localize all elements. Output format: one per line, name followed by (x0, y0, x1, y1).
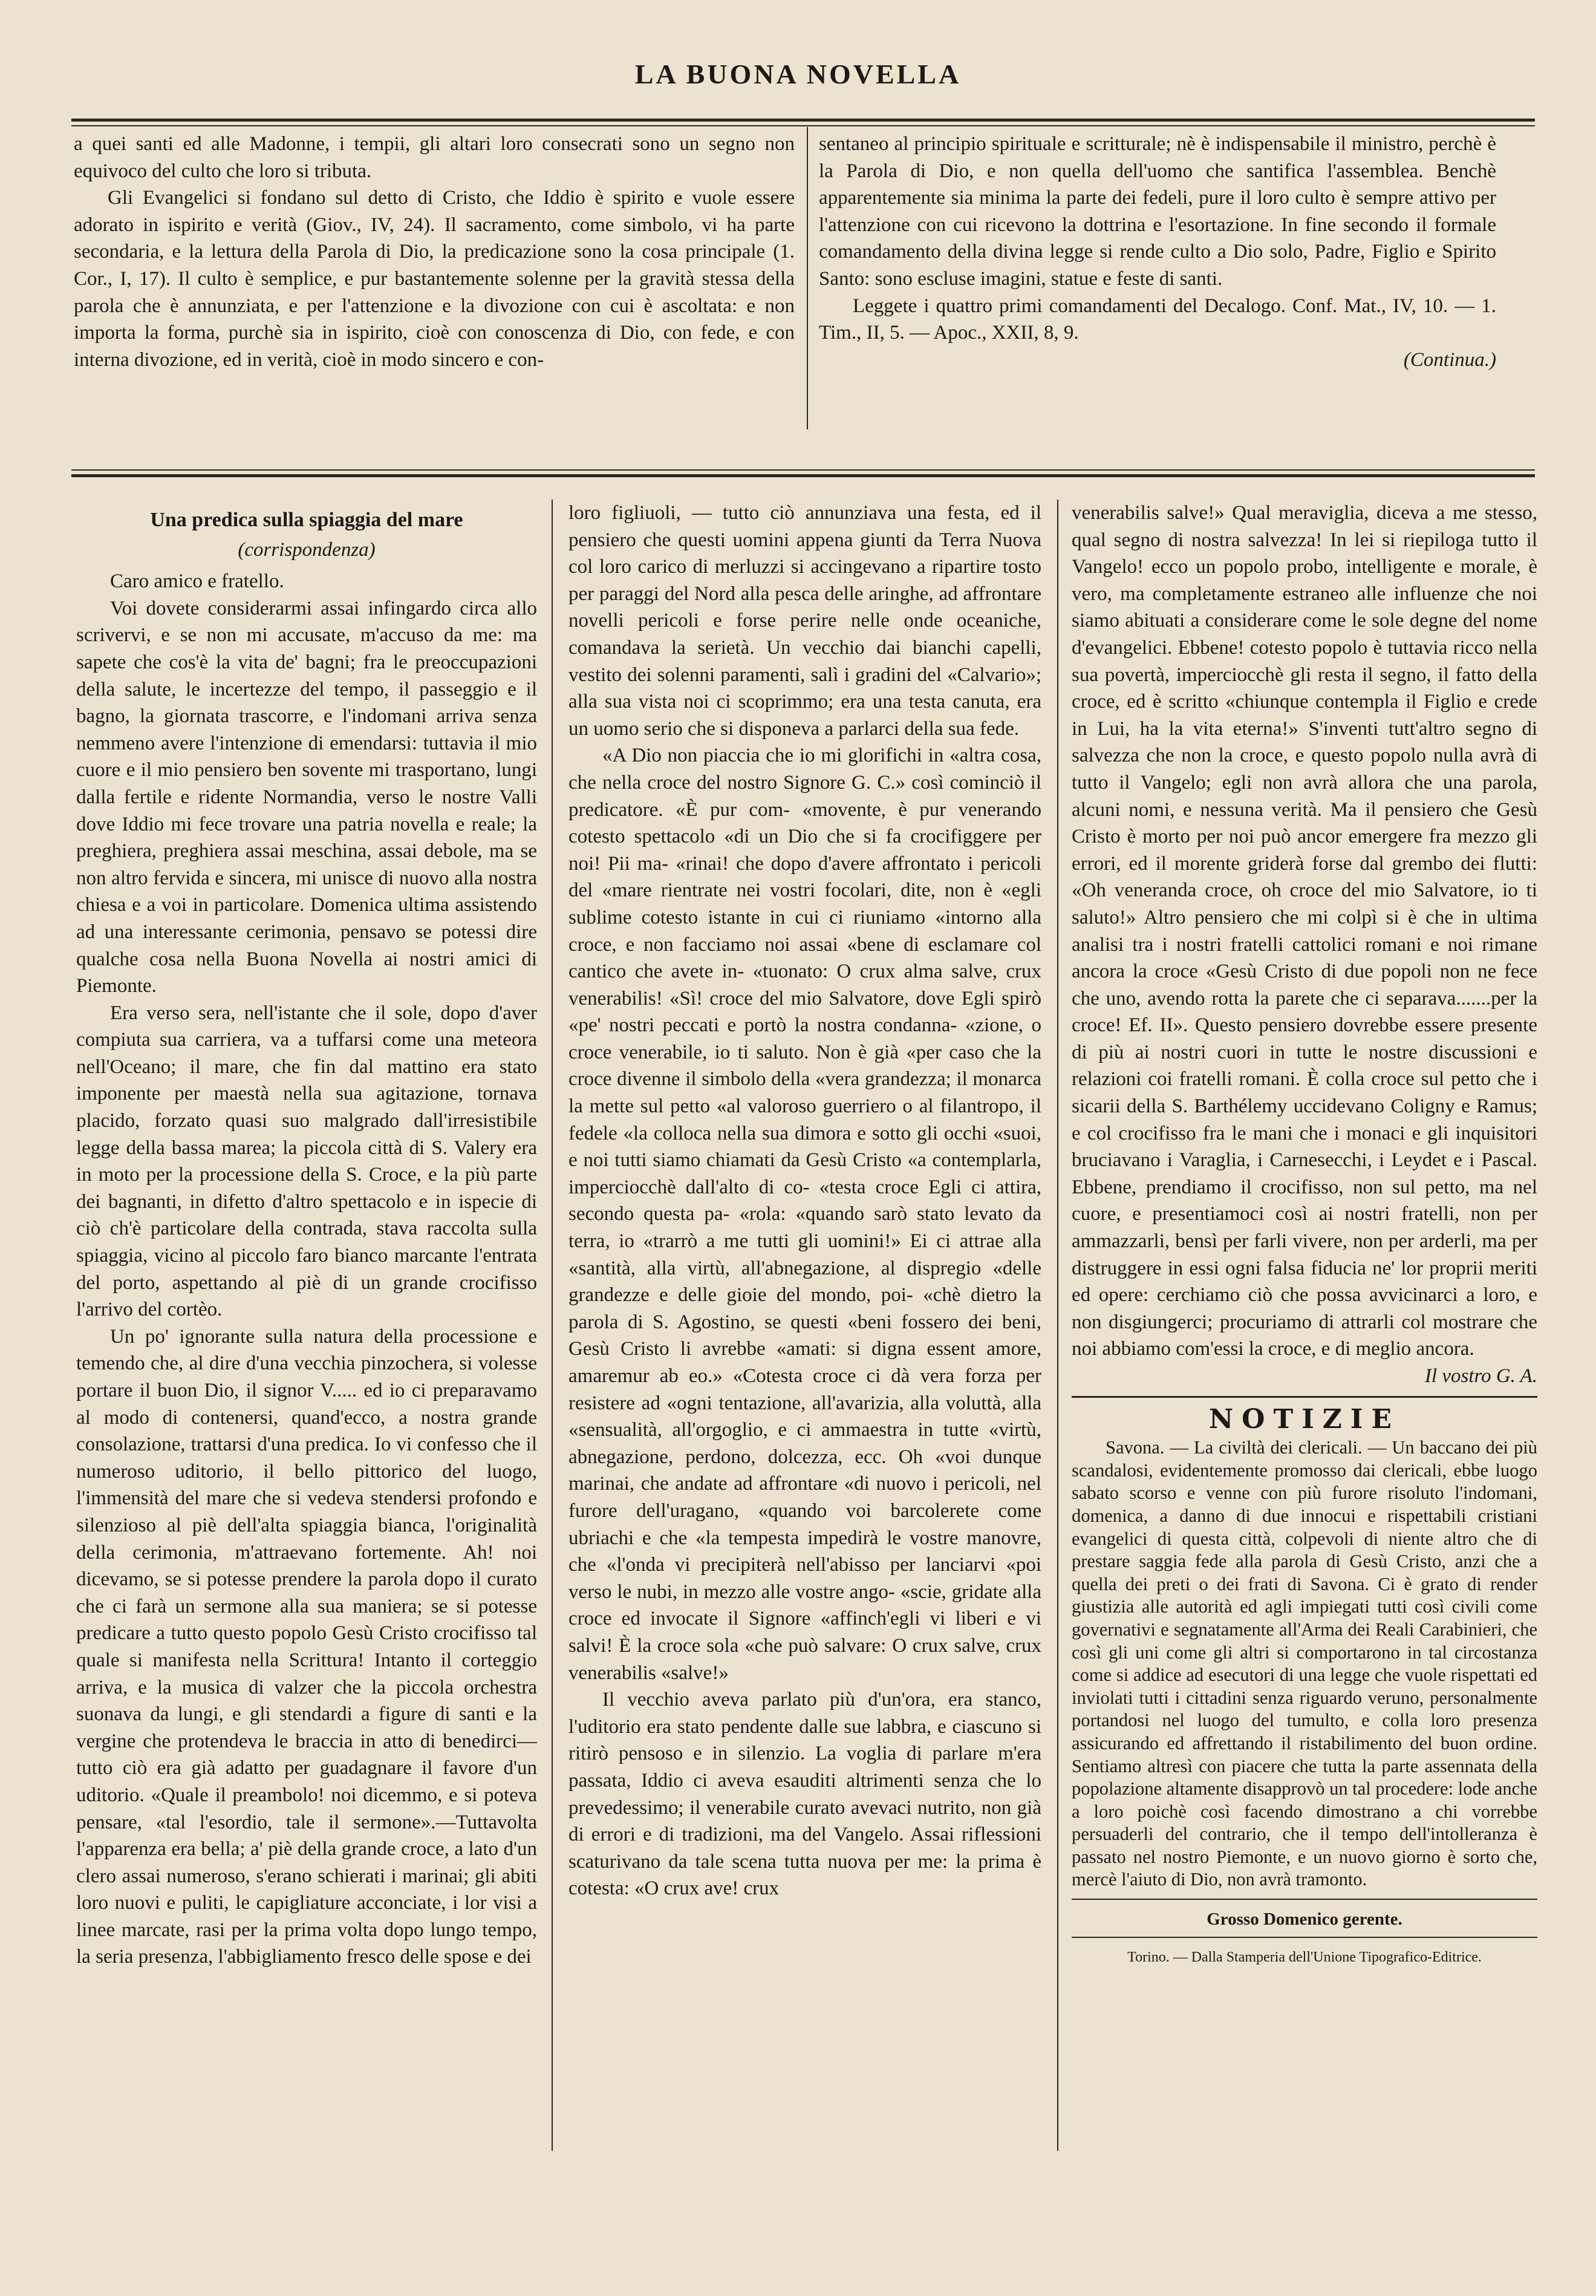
article-paragraph: loro figliuoli, — tutto ciò annunziava una festa, ed il pensiero che questi uomini appena giunti da Terra Nuova col loro carico di merluzzi si accingevano a ripartire tosto per paraggi del Nord alla pesca delle aringhe, ad affrontare novelli pericoli e forse perire nelle onde oceaniche, comandava la serietà. Un vecchio dai bianchi capelli, vestito dei solenni paramenti, salì i gradini del «Calvario»; alla sua vista noi ci scoprimmo; era una testa canuta, era un uomo serio che si disponeva a parlarci della sua fede. (568, 502, 1041, 740)
article-paragraph: Un po' ignorante sulla natura della processione e temendo che, al dire d'una vecchia pinzochera, si volesse portare il buon Dio, il signor V..... ed io ci preparavamo al modo di contenersi, quand'ecco, a nostra grande consolazione, trattarsi d'una predica. Io vi confesso che il numeroso uditorio, il bello pittorico del luogo, l'immensità del mare che si vedeva stendersi profondo e silenzioso al piè dell'alta spiaggia bianca, l'originalità della cerimonia, m'attraevano fortemente. Ah! noi dicevamo, se si potesse prendere la parola dopo il curato che ci farà un sermone alla sua maniera; se si potesse predicare a tutto questo popolo Gesù Cristo crocifisso tal quale si manifesta nella Scrittura! Intanto il corteggio arriva, e la musica di valzer che la piccola orchestra suonava da lungi, e gli stendardi a figure di santi e la vergine che protendeva le braccia in atto di benedirci—tutto ciò era già adatto per guadagnare il favore d'un uditorio. «Quale il preambolo! noi dicemmo, e si poteva pensare, «tal l'esordio, tale il sermone».—Tuttavolta l'apparenza era bella; a' piè della grande croce, a lato d'un clero assai numeroso, s'erano schierati i marinai; gli abiti loro nuovi e puliti, le capigliature acconciate, i lor visi a linee marcate, rasi per la prima volta dopo lungo tempo, la seria presenza, l'abbigliamento fresco delle spose e dei (76, 1325, 537, 1968)
article-paragraph: Era verso sera, nell'istante che il sole, dopo d'aver compiuta sua carriera, va a tuffarsi come una meteora nell'Oceano; il mare, che fin dal mattino era stato imponente per maestà nella sua agitazione, tornava placido, forzato quasi suo malgrado dall'irresistibile legge della bassa marea; la piccola città di S. Valery era in moto per la processione della S. Croce, e la più parte dei bagnanti, in difetto d'altro spettacolo e in ispecie di ciò ch'è particolare della contrada, stava raccolta sulla spiaggia, vicino al piccolo faro bianco marcante l'entrata del porto, aspettando al piè di un grande crocifisso l'arrivo del cortèo. (76, 1002, 537, 1321)
notizie-text: Savona. — La civiltà dei clericali. — Un baccano dei più scandalosi, evidentemente promosso dai clericali, ebbe luogo sabato scorso e venne con più furore risoluto l'indomani, domenica, a danno di due innocui e rispettabili cristiani evangelici di questa città, colpevoli di niente altro che di prestare saggia fede alla parola di Gesù Cristo, anzi che a quella dei preti o dei frati di Savona. Ci è grato di render giustizia alle autorità ed agli impiegati tutti così civili come governativi e segnatamente all'Arma dei Reali Carabinieri, che così gli uni come gli altri si comportarono in tal circostanza come si addice ad esecutori di una legge che vuole rispettati ed inviolati tutti i cittadini senza riguardo veruno, personalmente portandosi nel luogo del tumulto, e colla loro presenza assicurando ed affrettando il ristabilimento del buon ordine. Sentiamo altresì con piacere che tutta la parte assennata della popolazione altamente disapprovò un tal procedere: lode anche a loro poichè così facendo dimostrano a chi vorrebbe persuaderli del contrario, che il tempo dell'intolleranza è passato nel nostro Piemonte, e un nuovo giorno è sorto che, mercè l'aiuto di Dio, non avrà tramonto. (1072, 1437, 1537, 1890)
top-column-divider (807, 127, 808, 429)
column-divider-1 (552, 500, 553, 2151)
page-title: LA BUONA NOVELLA (634, 59, 962, 90)
section-rule-thin (71, 469, 1535, 471)
notizie-rule (1072, 1396, 1537, 1398)
article-paragraph: venerabilis salve!» Qual meraviglia, diceva a me stesso, qual segno di nostra salvezza! In lei si riepiloga tutto il Vangelo! ecco un popolo probo, intelligente e morale, è vero, ma completamente estraneo alle influenze che noi siamo abituati a considerare come le sole degne del nome d'evangelici. Ebbene! cotesto popolo è tuttavia ricco nella sua povertà, imperciocchè gli resta il segno, il fatto della croce, ed è scritto «chiunque contempla il Figlio e crede in Lui, ha la vita eterna!» S'inventi tutt'altro segno di salvezza che non la croce, e questo popolo nulla avrà di tutto il Vangelo; egli non avrà allora che una parola, alcuni nomi, e nessuna verità. Ma il pensiero che Gesù Cristo è morto per noi può ancor emergere fra mezzo gli errori, ed il morente griderà forse dal grembo dei flutti: «Oh veneranda croce, oh croce del mio Salvatore, io ti saluto!» Altro pensiero che mi colpì si è che in ultima analisi tra i nostri fratelli cattolici romani e noi rimane ancora la croce «Gesù Cristo di due popoli non ne fece che uno, avendo rotta la parete che ci separava.......per la croce! Ef. II». Questo pensiero dovrebbe essere presente di più ai nostri cuori in tutte le nostre discussioni e relazioni coi fratelli romani. È colla croce sul petto che i sicarii della S. Barthélemy uccidevano Coligny e Ramus; e col crocifisso fra le mani che i monaci e gli inquisitori bruciavano i Varaglia, i Carnesecchi, i Leydet e i Pascal. Ebbene, prendiamo il crocifisso, non sul petto, ma nel cuore, e presentiamoci così ai nostri fratelli, non per ammazzarli, bensì per farli vivere, non per arderli, ma per distruggere in essi ogni falsa fiducia ne' lor proprii meriti ed opere: cerchiamo ciò che possa avvicinarci a loro, e non disgiungerci; procuriamo di attrarli col mostrare che noi abbiamo com'essi la croce, e di meglio ancora. (1072, 502, 1537, 1360)
top-right-column (819, 131, 1496, 433)
imprint-gerente: Grosso Domenico gerente. (1207, 1910, 1402, 1929)
article-salutation: Caro amico e fratello. (110, 570, 284, 593)
notizie-heading: NOTIZIE (1208, 1403, 1401, 1435)
imprint-printer: Torino. — Dalla Stamperia dell'Unione Tipografico-Editrice. (1127, 1949, 1482, 1965)
article-title: Una predica sulla spiaggia del mare (150, 509, 463, 531)
article-paragraph: Il vecchio aveva parlato più d'un'ora, era stanco, l'uditorio era stato pendente dalle sue labbra, e ciascuno si ritirò pensoso e in silenzio. La voglia di parlare m'era passata, Iddio ci aveva esauditi altrimenti senza che lo prevedessimo; il venerabile curato avevaci nutrito, non già di errori e di tradizioni, ma del Vangelo. Assai riflessioni scaturivano da tale scena tutta nuova per me: la prima è cotesta: «O crux ave! crux (568, 1689, 1041, 1900)
top-right-paragraph: Leggete i quattro primi comandamenti del Decalogo. Conf. Mat., IV, 10. — 1. Tim., II, 5. — Apoc., XXII, 8, 9. (819, 295, 1496, 344)
article-signature: Il vostro G. A. (1424, 1365, 1537, 1387)
article-paragraph: «A Dio non piaccia che io mi glorifichi in «altra cosa, che nella croce del nostro Signore G. C.» così cominciò il predicatore. «È pur com- «movente, è pur venerando cotesto spettacolo «di un Dio che si fa crocifiggere per noi! Pii ma- «rinai! che dopo d'avere affrontato i pericoli del «mare rientrate nei vostri focolari, dite, non è «egli sublime cotesto istante in cui ci riuniamo «intorno alla croce, e non facciamo noi assai «bene di esclamare col cantico che avete in- «tuonato: O crux alma salve, crux venerabilis! «Sì! croce del mio Salvatore, dove Egli spirò «pe' nostri peccati e portò la nostra condanna- «zione, o croce venerabile, io ti saluto. Non è già «per caso che la croce divenne il simbolo della «vera grandezza; il monarca la mette sul petto «al valoroso guerriero o al filantropo, il fedele «la colloca nella sua dimora e sotto gli occhi «suoi, e noi tutti siamo chiamati da Gesù Cristo «a contemplarla, imperciocchè dall'alto di co- «testa croce Egli ci attira, secondo questa pa- «rola: «quando sarò stato levato da terra, io «trarrò a me tutti gli uomini!» Ei ci attrae alla «santità, alla virtù, all'abnegazione, al dispregio «delle grandezze e delle gioie del mondo, poi- «chè dietro la parola di S. Agostino, se questi «beni fossero dei beni, Gesù Cristo li avrebbe «amati: si digna essent amore, amaremur ab eo.» «Cotesta croce ci dà vera forza per resistere ad «ogni tentazione, all'avarizia, alla voluttà, alla «sensualità, all'orgoglio, e ci ammaestra in tutte «virtù, abnegazione, perdono, dolcezza, ecc. Oh «voi dunque marinai, che andate ad affrontare «di nuovo i pericoli, nel furore dell'uragano, «quando voi barcolerete come ubriachi e che «la tempesta impedirà le vostre manovre, che «l'onda vi precipiterà nell'abisso per lanciarvi «poi verso le nubi, in mezzo alle vostre ango- «scie, gridate alla croce ed invocate il Signore «affinch'egli vi liberi e vi salvi! È la croce sola «che può salvare: O crux salve, crux venerabilis «salve!» (568, 745, 1041, 1684)
top-left-paragraph: a quei santi ed alle Madonne, i tempii, gli altari loro consecrati sono un segno non equivoco del culto che loro si tributa. (74, 133, 795, 182)
article-column-1 (76, 500, 537, 2148)
column-divider-2 (1057, 500, 1058, 2151)
continua-note: (Continua.) (1403, 348, 1496, 371)
article-paragraph: Voi dovete considerarmi assai infingardo circa allo scrivervi, e se non mi accusate, m'accuso da me: ma sapete che cos'è la vita de' bagni; fra le preoccupazioni della salute, le incertezze del tempo, il passeggio e il bagno, la giornata trascorre, e l'indomani arriva senza nemmeno avere l'intenzione di emendarsi: tuttavia il mio cuore e il mio pensiero ben sovente mi trasportano, lungi dalla fertile e ridente Normandia, verso le nostre Valli dove Iddio mi fece trovare una patria novella e reale; la preghiera, preghiera assai meschina, assai debole, ma se non altro fervida e sincera, mi unisce di nuovo alla nostra chiesa e a voi in particolare. Domenica ultima assistendo ad una interessante cerimonia, pensavo se potessi dire qualche cosa nella Buona Novella ai nostri amici di Piemonte. (76, 597, 537, 997)
top-left-paragraph: Gli Evangelici si fondano sul detto di Cristo, che Iddio è spirito e vuole essere adorato in ispirito e verità (Giov., IV, 24). Il sacramento, come simbolo, vi ha parte secondaria, e la lettura della Parola di Dio, la predicazione sono la cosa principale (1. Cor., I, 17). Il culto è semplice, e pur bastantemente solenne per la gravità stessa della parola che è annunziata, e per l'attenzione e la divozione con cui è ascoltata: e non importa la forma, purchè sia in ispirito, cioè con conoscenza di Dio, con fede, e con interna divozione, ed in verità, cioè in modo sincero e con- (74, 187, 795, 371)
article-subtitle: (corrispondenza) (238, 538, 376, 561)
section-rule-thick (71, 474, 1535, 477)
top-left-column (74, 131, 795, 427)
imprint-rule (1072, 1899, 1537, 1900)
imprint-rule-2 (1072, 1937, 1537, 1938)
article-column-2 (568, 500, 1041, 2148)
header-rule-thin (71, 125, 1535, 126)
header-rule-thick (71, 119, 1535, 122)
top-right-paragraph: sentaneo al principio spirituale e scritturale; nè è indispensabile il ministro, perchè è la Parola di Dio, e non quella dell'uomo che santifica l'assemblea. Benchè apparentemente sia minima la parte dei fedeli, pure il loro culto è sempre attivo per l'attenzione con cui ricevono la dottrina e l'esortazione. In fine secondo il formale comandamento della divina legge si rende culto a Dio solo, Padre, Figlio e Spirito Santo: sono escluse imagini, statue e feste di santi. (819, 133, 1496, 290)
article-column-3 (1072, 500, 1537, 2133)
